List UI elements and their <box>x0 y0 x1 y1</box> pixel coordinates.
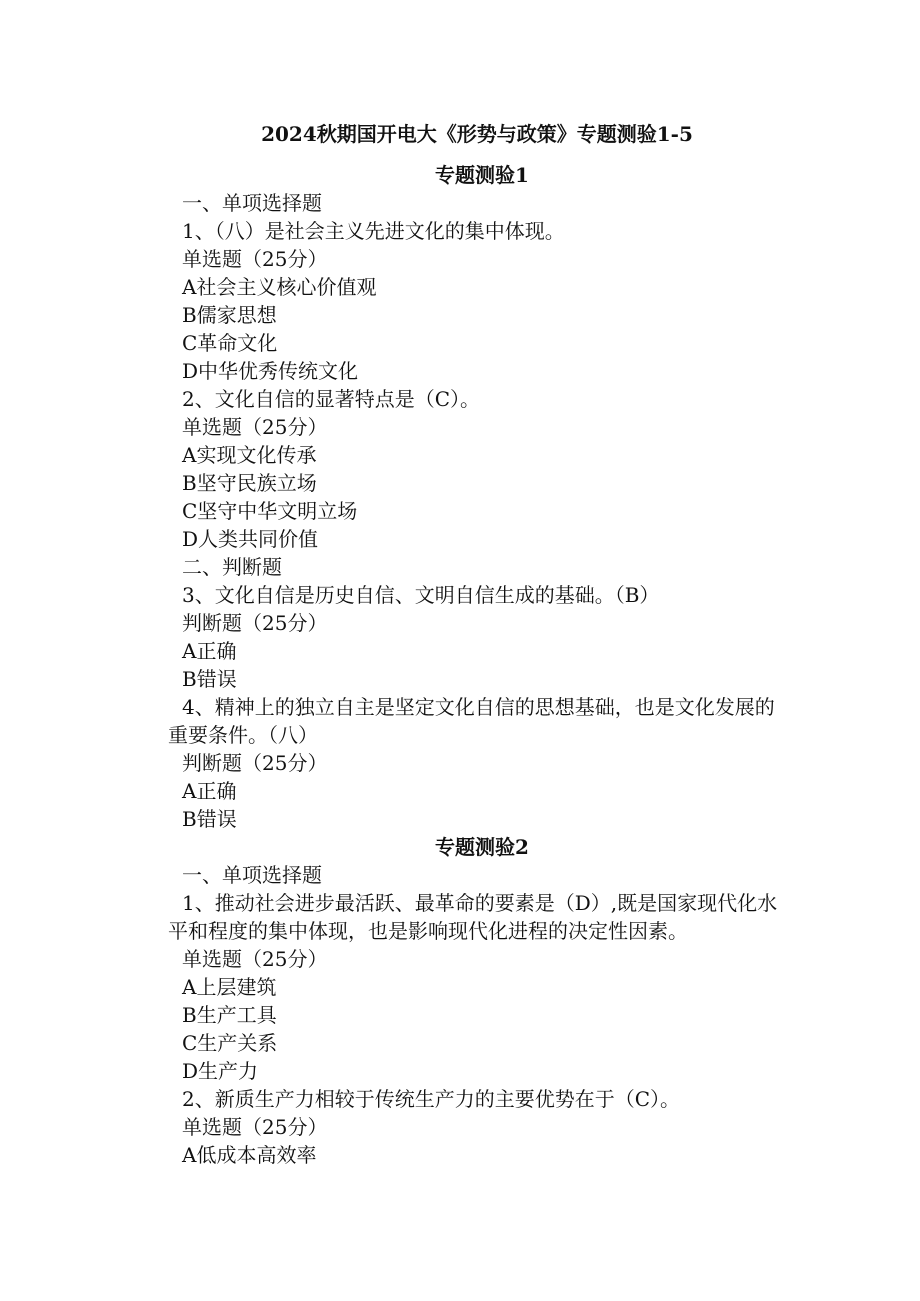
answer-option: D中华优秀传统文化 <box>182 359 359 383</box>
section-quiz-1 <box>168 161 782 833</box>
question-type-heading: 一、单项选择题 <box>182 863 322 887</box>
question-text: 4、精神上的独立自主是坚定文化自信的思想基础，也是文化发展的重要条件。（八） <box>168 695 775 747</box>
answer-option: C革命文化 <box>182 331 278 355</box>
question-text: 1、推动社会进步最活跃、最革命的要素是（D）,既是国家现代化水平和程度的集中体现，也是影响现代化进程的决定性因素。 <box>168 891 778 943</box>
answer-option: D人类共同价值 <box>182 527 319 551</box>
answer-option: B坚守民族立场 <box>182 471 317 495</box>
question-text: 3、文化自信是历史自信、文明自信生成的基础。（B） <box>182 583 660 607</box>
question-meta: 单选题（25分） <box>182 1115 328 1139</box>
answer-option: A社会主义核心价值观 <box>182 275 377 299</box>
answer-option: B儒家思想 <box>182 303 277 327</box>
question-meta: 单选题（25分） <box>182 415 328 439</box>
answer-option: D生产力 <box>182 1059 259 1083</box>
answer-option: A正确 <box>182 779 237 803</box>
question-meta: 单选题（25分） <box>182 247 328 271</box>
document-page <box>168 115 782 1169</box>
answer-option: A低成本高效率 <box>182 1143 317 1167</box>
question-meta: 单选题（25分） <box>182 947 328 971</box>
answer-option: A实现文化传承 <box>182 443 317 467</box>
section-heading: 专题测验1 <box>435 163 529 187</box>
document-title: 2024秋期国开电大《形势与政策》专题测验1-5 <box>261 122 693 146</box>
answer-option: B错误 <box>182 667 237 691</box>
question-type-heading: 一、单项选择题 <box>182 191 322 215</box>
answer-option: A上层建筑 <box>182 975 277 999</box>
question-type-heading: 二、判断题 <box>182 555 282 579</box>
question-text: 1、（八）是社会主义先进文化的集中体现。 <box>182 219 565 243</box>
answer-option: C生产关系 <box>182 1031 278 1055</box>
answer-option: B生产工具 <box>182 1003 277 1027</box>
section-quiz-2 <box>168 833 782 1169</box>
question-meta: 判断题（25分） <box>182 611 328 635</box>
question-text: 2、新质生产力相较于传统生产力的主要优势在于（C）。 <box>182 1087 681 1111</box>
answer-option: B错误 <box>182 807 237 831</box>
answer-option: A正确 <box>182 639 237 663</box>
question-text: 2、文化自信的显著特点是（C）。 <box>182 387 481 411</box>
question-meta: 判断题（25分） <box>182 751 328 775</box>
answer-option: C坚守中华文明立场 <box>182 499 358 523</box>
section-heading: 专题测验2 <box>435 835 529 859</box>
